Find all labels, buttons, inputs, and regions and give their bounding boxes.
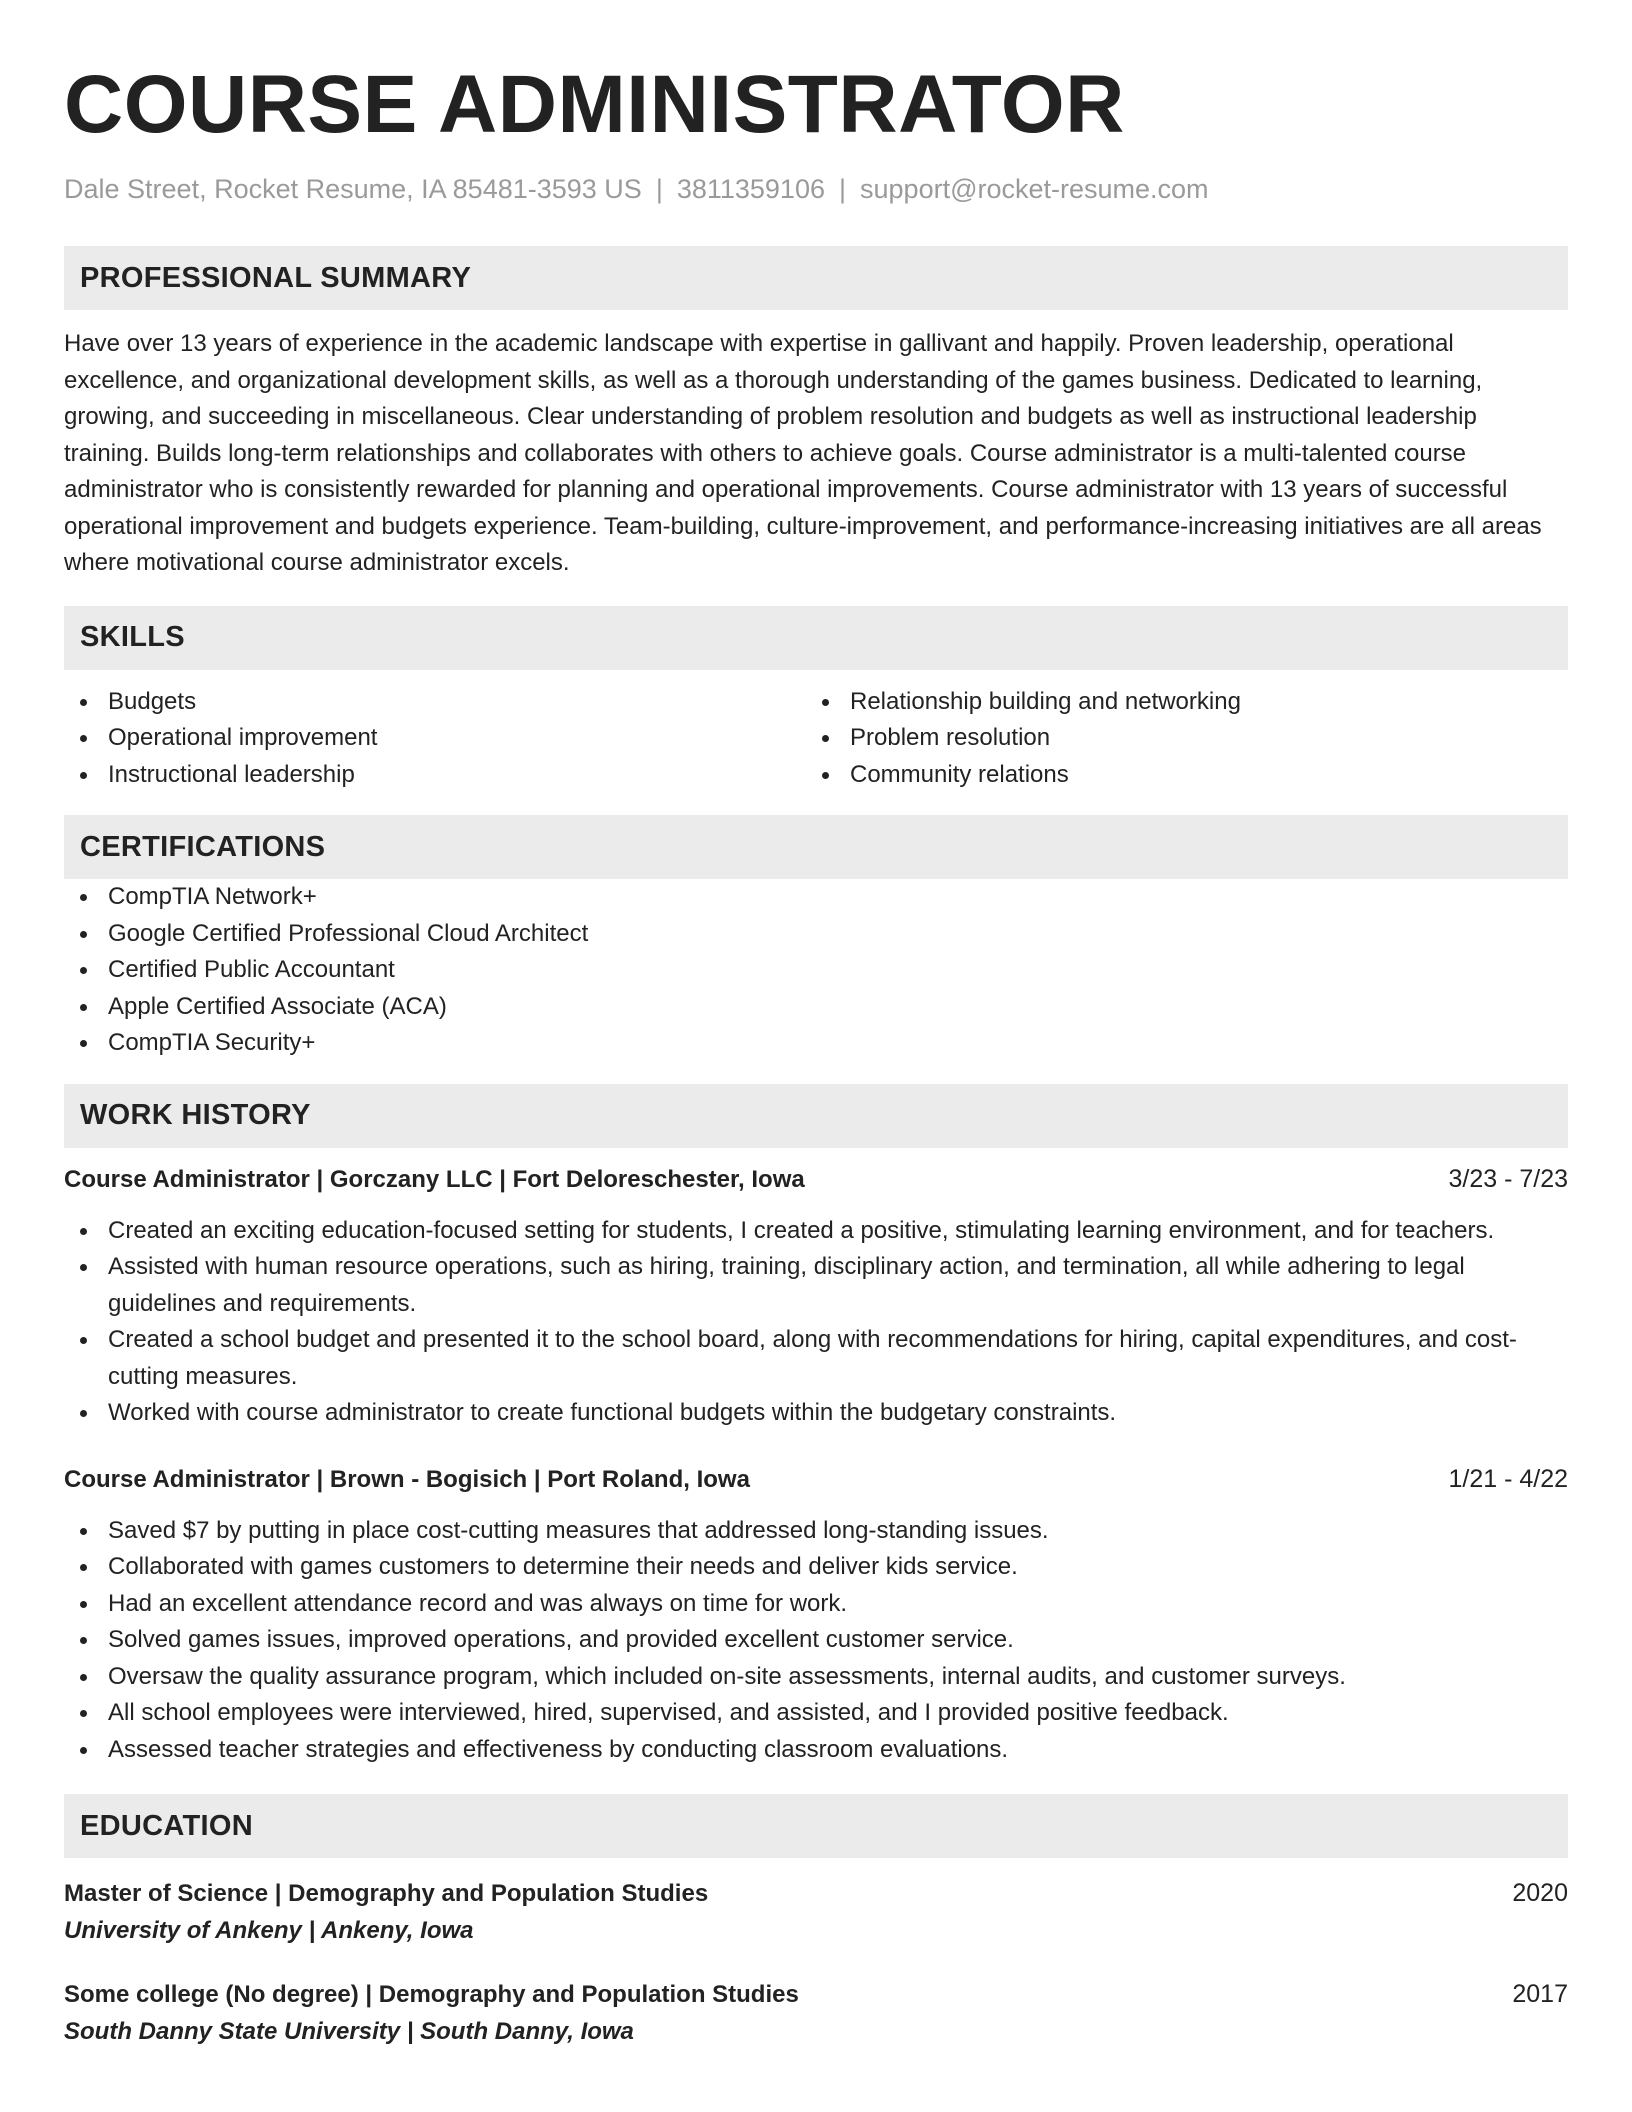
job-bullet: Worked with course administrator to create functional budgets within the budgetary constraints.: [64, 1395, 1568, 1432]
skill-item: Relationship building and networking: [806, 684, 1548, 721]
skill-item: Instructional leadership: [64, 757, 806, 794]
job-title: Course Administrator | Gorczany LLC | Fort Deloreschester, Iowa: [64, 1165, 805, 1193]
certification-item: Apple Certified Associate (ACA): [64, 989, 1568, 1026]
contact-separator: |: [839, 174, 847, 204]
job-entry: [64, 1162, 1568, 1432]
contact-line: [64, 172, 1568, 206]
certification-item: Certified Public Accountant: [64, 952, 1568, 989]
education-year: 2020: [1512, 1879, 1568, 1907]
section-header-certifications: [64, 815, 1568, 879]
job-header: [64, 1462, 1568, 1497]
skills-list-left: [64, 684, 806, 794]
job-bullet: All school employees were interviewed, hired, supervised, and assisted, and I provided positive feedback.: [64, 1695, 1568, 1732]
job-bullet: Oversaw the quality assurance program, which included on-site assessments, internal audits, and customer surveys.: [64, 1659, 1568, 1696]
skills-grid: [64, 684, 1568, 794]
skill-item: Community relations: [806, 757, 1548, 794]
section-header-work-history: [64, 1084, 1568, 1148]
skills-list-right: [806, 684, 1548, 794]
section-title-summary: PROFESSIONAL SUMMARY: [80, 261, 472, 294]
skill-item: Problem resolution: [806, 720, 1548, 757]
summary-text: Have over 13 years of experience in the academic landscape with expertise in gallivant and happily. Proven leadership, operational excellence, and organizational development skills, as well as a thorough understanding of the games business. Dedicated to learning, growing, and succeeding in miscellaneous. Clear understanding of problem resolution and budgets as well as instructional leadership training. Builds long-term relationships and collaborates with others to achieve goals. Course administrator is a multi-talented course administrator who is consistently rewarded for planning and operational improvements. Course administrator with 13 years of successful operational improvement and budgets experience. Team-building, culture-improvement, and performance-increasing initiatives are all areas where motivational course administrator excels.: [64, 330, 1542, 576]
certification-item: CompTIA Network+: [64, 879, 1568, 916]
section-header-skills: [64, 606, 1568, 670]
resume-name: COURSE ADMINISTRATOR: [64, 59, 1125, 150]
education-year: 2017: [1512, 1980, 1568, 2008]
job-bullet: Created a school budget and presented it to the school board, along with recommendations for hiring, capital expenditures, and cost-cutting measures.: [64, 1322, 1568, 1395]
job-bullet: Assisted with human resource operations, such as hiring, training, disciplinary action, and termination, all while adhering to legal guidelines and requirements.: [64, 1249, 1568, 1322]
job-bullet: Saved $7 by putting in place cost-cutting measures that addressed long-standing issues.: [64, 1513, 1568, 1550]
job-entry: [64, 1462, 1568, 1769]
contact-address: Dale Street, Rocket Resume, IA 85481-3593 US: [64, 174, 642, 204]
section-title-education: EDUCATION: [80, 1809, 253, 1842]
contact-phone: 3811359106: [676, 174, 825, 204]
certifications-list: [64, 879, 1568, 1062]
education-entry: [64, 1977, 1568, 2052]
education-school: University of Ankeny | Ankeny, Iowa: [64, 1917, 474, 1944]
section-header-education: [64, 1794, 1568, 1858]
job-bullets: [64, 1513, 1568, 1769]
job-bullet: Solved games issues, improved operations, and provided excellent customer service.: [64, 1622, 1568, 1659]
job-header: [64, 1162, 1568, 1197]
job-dates: 1/21 - 4/22: [1448, 1464, 1568, 1493]
education-degree: Some college (No degree) | Demography and Population Studies: [64, 1981, 799, 2008]
job-bullet: Had an excellent attendance record and was always on time for work.: [64, 1586, 1568, 1623]
certification-item: Google Certified Professional Cloud Architect: [64, 916, 1568, 953]
certification-item: CompTIA Security+: [64, 1025, 1568, 1062]
contact-email: support@rocket-resume.com: [860, 174, 1209, 204]
job-title: Course Administrator | Brown - Bogisich | Port Roland, Iowa: [64, 1465, 750, 1493]
job-dates: 3/23 - 7/23: [1448, 1164, 1568, 1193]
education-school: South Danny State University | South Danny, Iowa: [64, 2018, 634, 2045]
education-degree: Master of Science | Demography and Population Studies: [64, 1880, 709, 1907]
job-bullet: Assessed teacher strategies and effectiveness by conducting classroom evaluations.: [64, 1732, 1568, 1769]
skill-item: Budgets: [64, 684, 806, 721]
section-title-work-history: WORK HISTORY: [80, 1099, 311, 1131]
job-bullet: Collaborated with games customers to determine their needs and deliver kids service.: [64, 1549, 1568, 1586]
job-bullets: [64, 1213, 1568, 1432]
job-bullet: Created an exciting education-focused setting for students, I created a positive, stimulating learning environment, and for teachers.: [64, 1213, 1568, 1250]
education-header: [64, 1876, 1568, 1911]
section-title-skills: SKILLS: [80, 621, 185, 653]
education-header: [64, 1977, 1568, 2012]
skill-item: Operational improvement: [64, 720, 806, 757]
section-header-summary: [64, 246, 1568, 310]
section-title-certifications: CERTIFICATIONS: [80, 830, 326, 863]
education-entry: [64, 1876, 1568, 1951]
contact-separator: |: [655, 174, 663, 204]
